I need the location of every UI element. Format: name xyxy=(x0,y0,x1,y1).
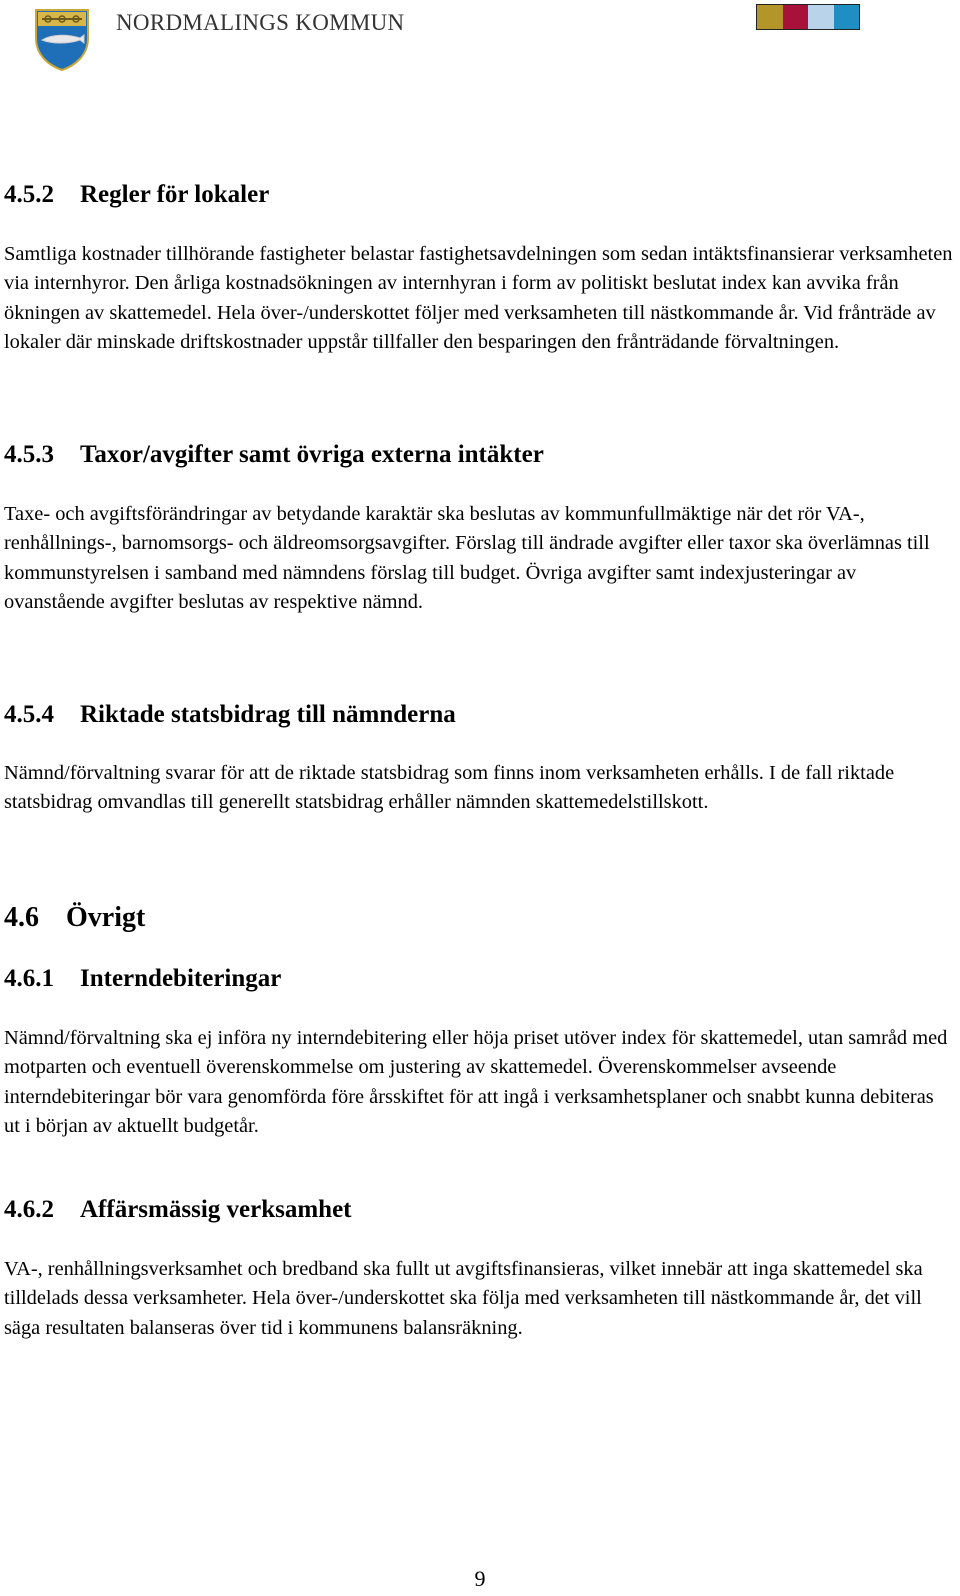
section-heading-4-6 xyxy=(4,902,145,934)
section-heading-4-6-2 xyxy=(4,1196,351,1224)
section-heading-4-5-3 xyxy=(4,441,544,469)
section-title: Taxor/avgifter samt övriga externa intäkter xyxy=(80,441,544,468)
section-body-4-6-2: VA-, renhållningsverksamhet och bredband ska fullt ut avgiftsfinansieras, vilket innebär att inga skattemedel ska tilldelads dessa verksamheter. Hela över-/underskottet ska följa med verksamheten till nästkommande år, det vill säga resultaten balanseras över tid i kommunens balansräkning. xyxy=(4,1258,923,1339)
municipal-coat-of-arms-icon xyxy=(34,8,90,72)
color-stripe-logo xyxy=(756,4,860,30)
section-title: Regler för lokaler xyxy=(80,181,270,208)
section-body-4-5-2: Samtliga kostnader tillhörande fastigheter belastar fastighetsavdelningen som sedan intäktsfinansierar verksamheten via internhyror. Den årliga kostnadsökningen av internhyran i form av politiskt beslutat index kan avvika från ökningen av skattemedel. Hela över-/underskottet följer med verksamheten till nästkommande år. Vid frånträde av lokaler där minskade driftskostnader uppstår tillfaller den besparingen den frånträdande förvaltningen. xyxy=(4,243,953,354)
section-number: 4.6.1 xyxy=(4,965,54,992)
section-body-4-6-1: Nämnd/förvaltning ska ej införa ny interndebitering eller höja priset utöver index för skattemedel, utan samråd med motparten och eventuell överenskommelse om justering av skattemedel. Överenskommelser avseende interndebiteringar bör vara genomförda före årsskiftet för att ingå i verksamhetsplaner och snabbt kunna debiteras ut i början av aktuellt budgetår. xyxy=(4,1027,948,1138)
section-title: Interndebiteringar xyxy=(80,965,282,992)
section-title: Riktade statsbidrag till nämnderna xyxy=(80,701,456,728)
color-swatch-crimson xyxy=(783,5,809,29)
section-heading-4-5-4 xyxy=(4,701,456,729)
section-number: 4.5.2 xyxy=(4,181,54,208)
page-header xyxy=(0,0,960,90)
section-heading-4-5-2 xyxy=(4,181,269,209)
page-number: 9 xyxy=(474,1566,486,1591)
section-body-4-5-4: Nämnd/förvaltning svarar för att de riktade statsbidrag som finns inom verksamheten erhålls. I de fall riktade statsbidrag omvandlas till generellt statsbidrag erhåller nämnden skattemedelstillskott. xyxy=(4,762,895,814)
section-title: Affärsmässig verksamhet xyxy=(80,1196,352,1223)
section-number: 4.6 xyxy=(4,902,39,933)
section-heading-4-6-1 xyxy=(4,965,281,993)
section-title: Övrigt xyxy=(66,902,146,933)
section-number: 4.6.2 xyxy=(4,1196,54,1223)
organization-name: NORDMALINGS KOMMUN xyxy=(116,10,405,35)
color-swatch-gold xyxy=(757,5,783,29)
color-swatch-light-blue xyxy=(808,5,834,29)
section-number: 4.5.3 xyxy=(4,441,54,468)
color-swatch-blue xyxy=(834,5,860,29)
section-body-4-5-3: Taxe- och avgiftsförändringar av betydande karaktär ska beslutas av kommunfullmäktige när det rör VA-, renhållnings-, barnomsorgs- och äldreomsorgsavgifter. Förslag till ändrade avgifter eller taxor ska överlämnas till kommunstyrelsen i samband med nämndens förslag till budget. Övriga avgifter samt indexjusteringar av ovanstående avgifter beslutas av respektive nämnd. xyxy=(4,503,930,614)
section-number: 4.5.4 xyxy=(4,701,54,728)
